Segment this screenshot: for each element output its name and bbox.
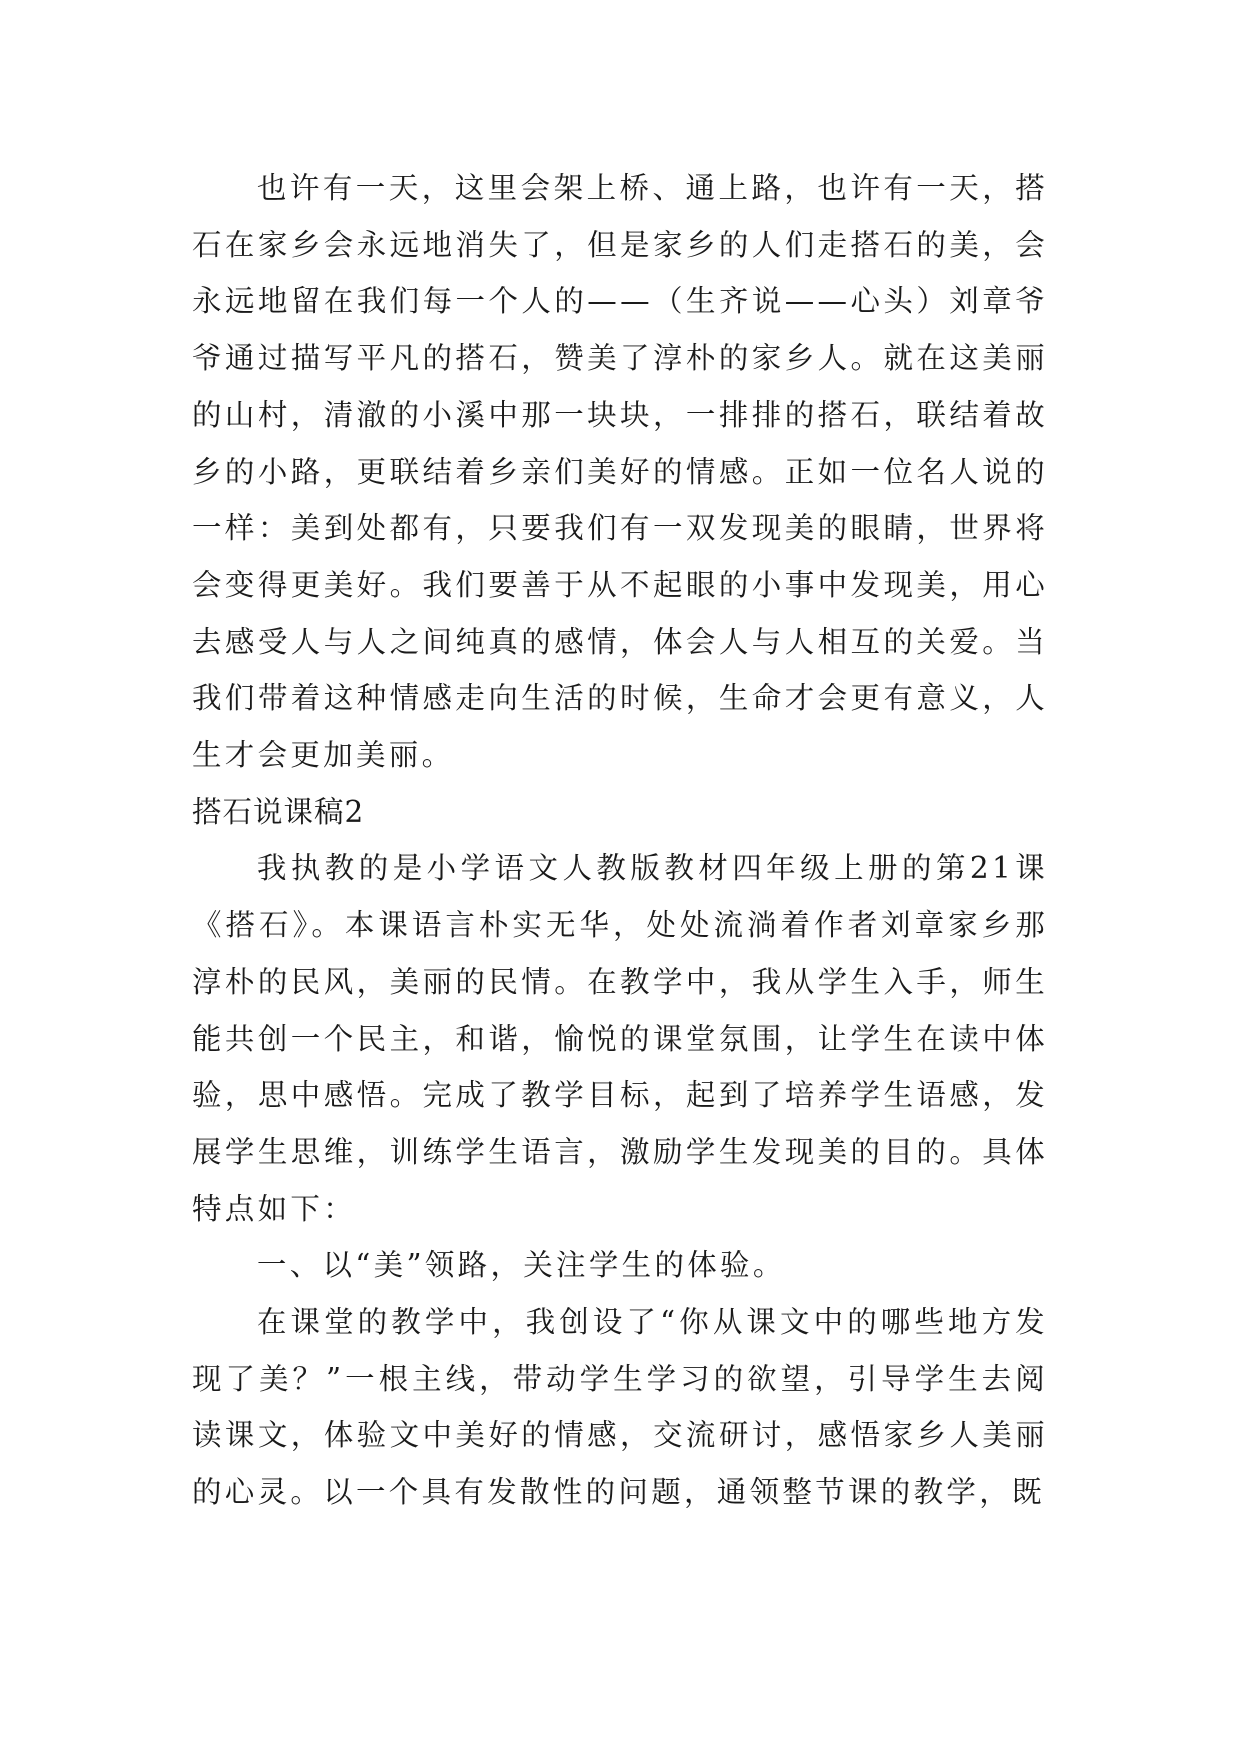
- paragraph-point-one-body: 在课堂的教学中，我创设了“你从课文中的哪些地方发现了美？”一根主线，带动学生学习的欲望，引导学生去阅读课文，体验文中美好的情感，交流研讨，感悟家乡人美丽的心灵。以一个具有发散性的问题，通领整节课的教学，既: [192, 1305, 1048, 1510]
- paragraph-intro: 我执教的是小学语文人教版教材四年级上册的第21课《搭石》。本课语言朴实无华，处处流淌着作者刘章家乡那淳朴的民风，美丽的民情。在教学中，我从学生入手，师生能共创一个民主，和谐，愉悦的课堂氛围，让学生在读中体验，思中感悟。完成了教学目标，起到了培养学生语感，发展学生思维，训练学生语言，激励学生发现美的目的。具体特点如下：: [192, 851, 1048, 1226]
- document-body: [192, 160, 1048, 1521]
- paragraph-point-one-title: 一、以“美”领路，关注学生的体验。: [256, 1248, 786, 1283]
- paragraph-conclusion: 也许有一天，这里会架上桥、通上路，也许有一天，搭石在家乡会永远地消失了，但是家乡的人们走搭石的美，会永远地留在我们每一个人的——（生齐说——心头）刘章爷爷通过描写平凡的搭石，赞美了淳朴的家乡人。就在这美丽的山村，清澈的小溪中那一块块，一排排的搭石，联结着故乡的小路，更联结着乡亲们美好的情感。正如一位名人说的一样：美到处都有，只要我们有一双发现美的眼睛，世界将会变得更美好。我们要善于从不起眼的小事中发现美，用心去感受人与人之间纯真的感情，体会人与人相互的关爱。当我们带着这种情感走向生活的时候，生命才会更有意义，人生才会更加美丽。: [192, 171, 1048, 773]
- section-heading: 搭石说课稿2: [192, 794, 365, 829]
